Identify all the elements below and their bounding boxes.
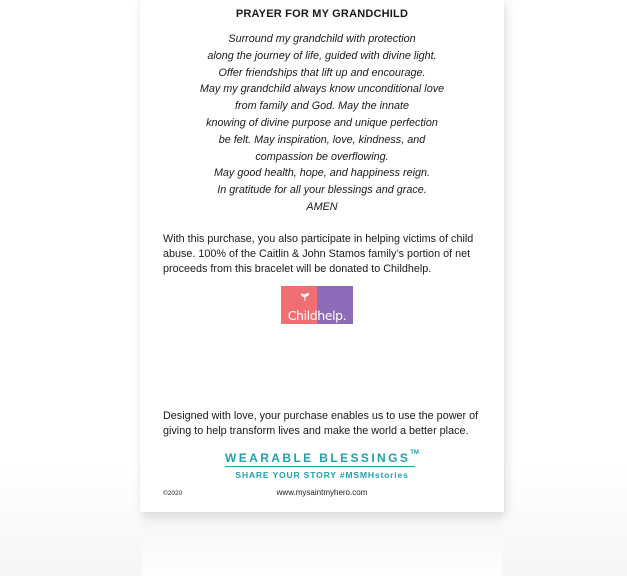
- childhelp-logo: [281, 286, 353, 324]
- copyright: ©2020: [163, 490, 183, 497]
- website-url: www.mysaintmyhero.com: [276, 488, 368, 497]
- logo-text: Childhelp.: [287, 308, 347, 323]
- prayer-line: May good health, hope, and happiness reign.: [213, 167, 431, 180]
- closing-line: giving to help transform lives and make the world a better place.: [163, 425, 469, 437]
- leaf-icon: [300, 292, 310, 302]
- trademark-mark: TM: [410, 450, 419, 456]
- donation-line: With this purchase, you also participate in helping victims of child: [163, 233, 474, 245]
- prayer-line: Surround my grandchild with protection: [228, 33, 416, 45]
- closing-paragraph: [163, 409, 493, 439]
- brand-name: [140, 451, 504, 465]
- donation-paragraph: [163, 232, 493, 277]
- prayer-line: along the journey of life, guided with divine light.: [207, 49, 437, 62]
- closing-line: Designed with love, your purchase enables us to use the power of: [163, 410, 479, 422]
- prayer-line: compassion be overflowing.: [255, 150, 389, 163]
- prayer-line: from family and God. May the innate: [234, 100, 410, 113]
- prayer-line: knowing of divine purpose and unique perfection: [206, 116, 438, 129]
- prayer-text: [140, 31, 504, 216]
- prayer-amen: AMEN: [306, 200, 338, 213]
- brand-divider: [225, 466, 415, 467]
- prayer-line: Offer friendships that lift up and encourage.: [218, 66, 426, 79]
- donation-line: proceeds from this bracelet will be donated to Childhelp.: [163, 263, 432, 275]
- prayer-card: [140, 0, 504, 512]
- donation-line: abuse. 100% of the Caitlin & John Stamos family’s portion of net: [163, 248, 471, 260]
- prayer-line: May my grandchild always know unconditional love: [199, 83, 445, 96]
- brand-tagline: SHARE YOUR STORY #MSMHstories: [235, 470, 409, 480]
- prayer-title: PRAYER FOR MY GRANDCHILD: [235, 8, 409, 20]
- brand-name-text: WEARABLE BLESSINGS: [225, 451, 411, 465]
- prayer-line: In gratitude for all your blessings and grace.: [217, 184, 427, 197]
- card-reflection: [142, 514, 502, 576]
- prayer-line: be felt. May inspiration, love, kindness, and: [218, 133, 426, 146]
